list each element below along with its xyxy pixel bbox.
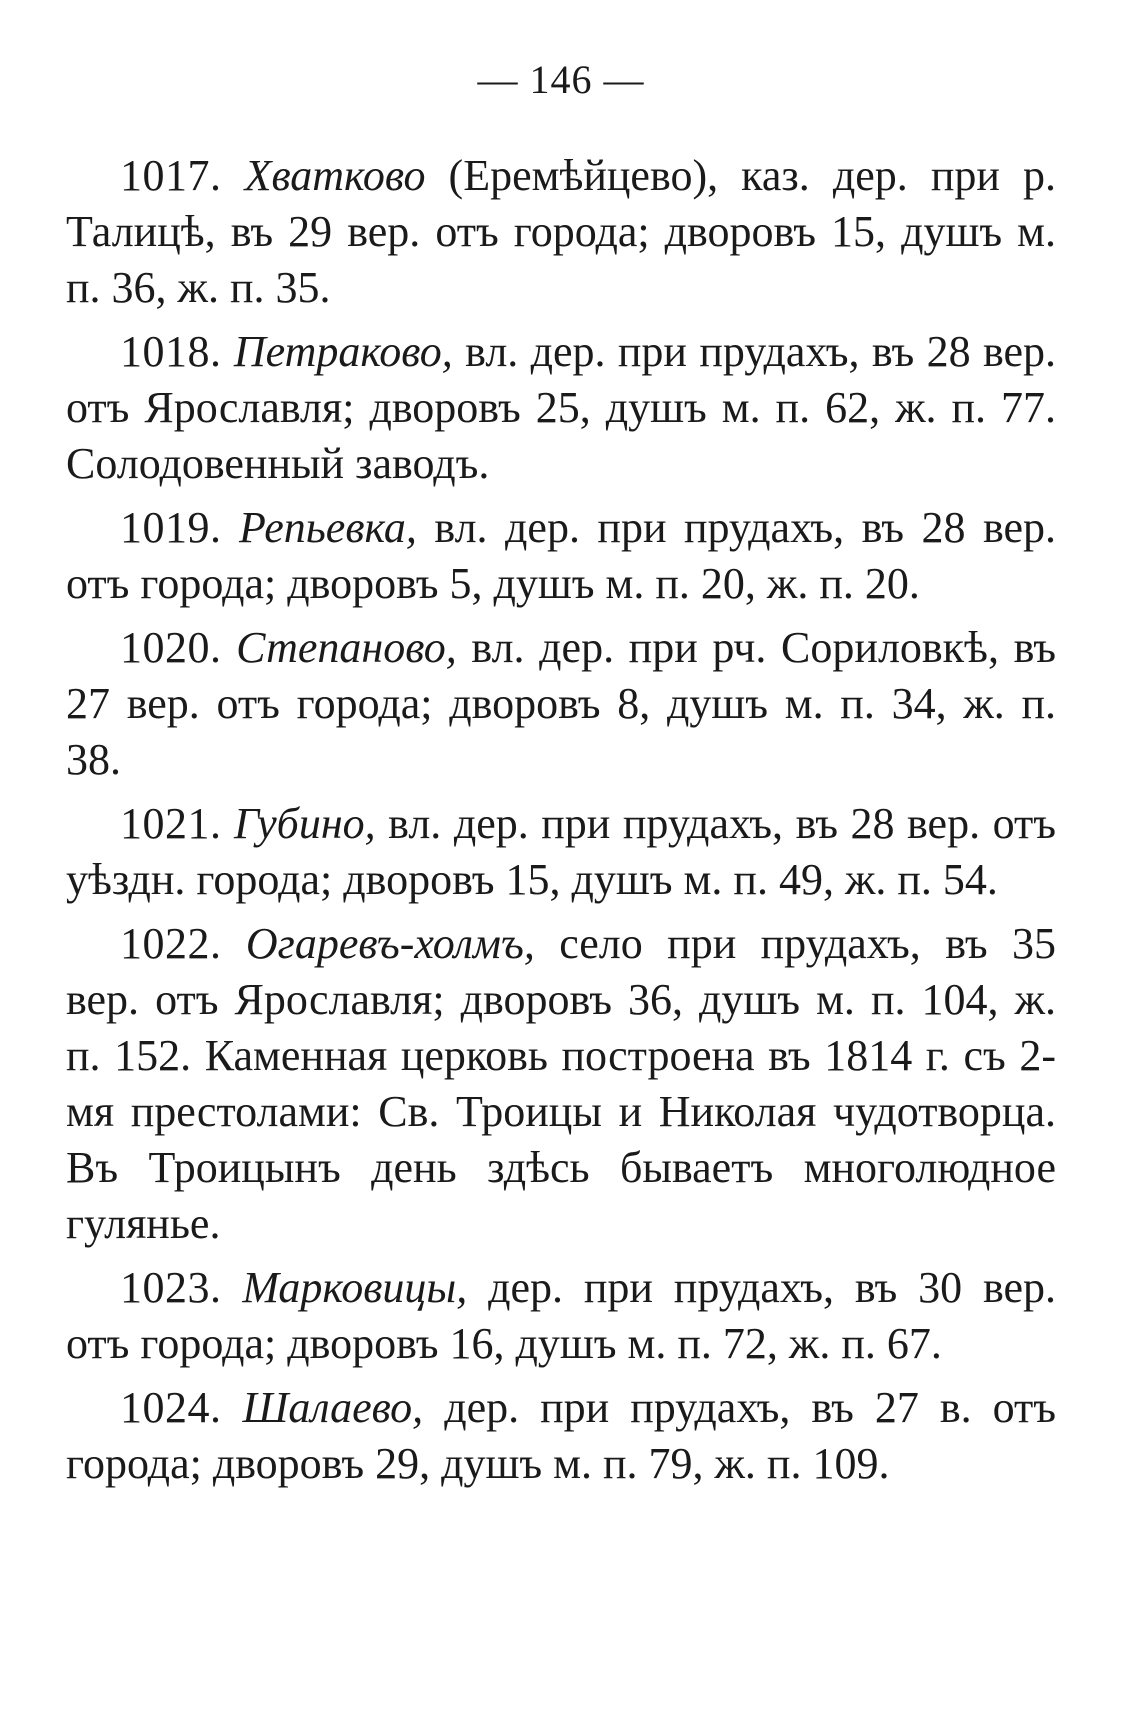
entry-number: 1023.	[120, 1263, 222, 1312]
entry-number: 1024.	[120, 1383, 222, 1432]
place-name: Шалаево,	[242, 1383, 424, 1432]
entry-text: вл. дер. при прудахъ, въ 28 вер. отъ города; дворовъ 5, душъ м. п. 20, ж. п. 20.	[66, 503, 1057, 608]
place-name: Марковицы,	[242, 1263, 468, 1312]
place-name: Степаново,	[236, 623, 457, 672]
page-number: — 146 —	[477, 57, 645, 102]
entry-text: (Еремѣйцево), каз. дер. при р. Талицѣ, въ 29 вер. отъ города; дворовъ 15, душъ м. п. 36, ж. п. 35.	[66, 151, 1057, 312]
entry-number: 1021.	[120, 799, 222, 848]
entry-text: вл. дер. при рч. Сориловкѣ, въ 27 вер. отъ города; дворовъ 8, душъ м. п. 34, ж. п. 38.	[66, 623, 1056, 784]
entry-1021	[66, 796, 1056, 908]
place-name: Петраково,	[233, 327, 453, 376]
book-page	[66, 52, 1056, 1672]
entry-number: 1018.	[120, 327, 222, 376]
entry-text: дер. при прудахъ, въ 27 в. отъ города; дворовъ 29, душъ м. п. 79, ж. п. 109.	[66, 1383, 1057, 1488]
entry-1019	[66, 500, 1056, 612]
entry-1024	[66, 1380, 1056, 1492]
entry-number: 1017.	[120, 151, 222, 200]
place-name: Губино,	[234, 799, 376, 848]
entry-text: село при прудахъ, въ 35 вер. отъ Ярославля; дворовъ 36, душъ м. п. 104, ж. п. 152. Каменная церковь построена въ 1814 г. съ 2-мя престолами: Св. Троицы и Николая чудотворца. Въ Троицынъ день здѣсь бываетъ многолюдное гулянье.	[66, 919, 1057, 1248]
entry-text: вл. дер. при прудахъ, въ 28 вер. отъ уѣздн. города; дворовъ 15, душъ м. п. 49, ж. п. 54.	[66, 799, 1056, 904]
entry-1020	[66, 620, 1056, 788]
place-name: Огаревъ-холмъ,	[245, 919, 535, 968]
place-name: Хватково	[244, 151, 426, 200]
entry-number: 1020.	[120, 623, 222, 672]
entry-1017	[66, 148, 1056, 316]
entry-1018	[66, 324, 1056, 492]
entry-1023	[66, 1260, 1056, 1372]
entry-text: дер. при прудахъ, въ 30 вер. отъ города; дворовъ 16, душъ м. п. 72, ж. п. 67.	[66, 1263, 1057, 1368]
entry-number: 1022.	[120, 919, 222, 968]
place-name: Репьевка,	[238, 503, 417, 552]
entry-1022	[66, 916, 1056, 1252]
entry-list	[66, 148, 1056, 1492]
entry-number: 1019.	[120, 503, 222, 552]
entry-text: вл. дер. при прудахъ, въ 28 вер. отъ Ярославля; дворовъ 25, душъ м. п. 62, ж. п. 77. Солодовенный заводъ.	[66, 327, 1057, 488]
